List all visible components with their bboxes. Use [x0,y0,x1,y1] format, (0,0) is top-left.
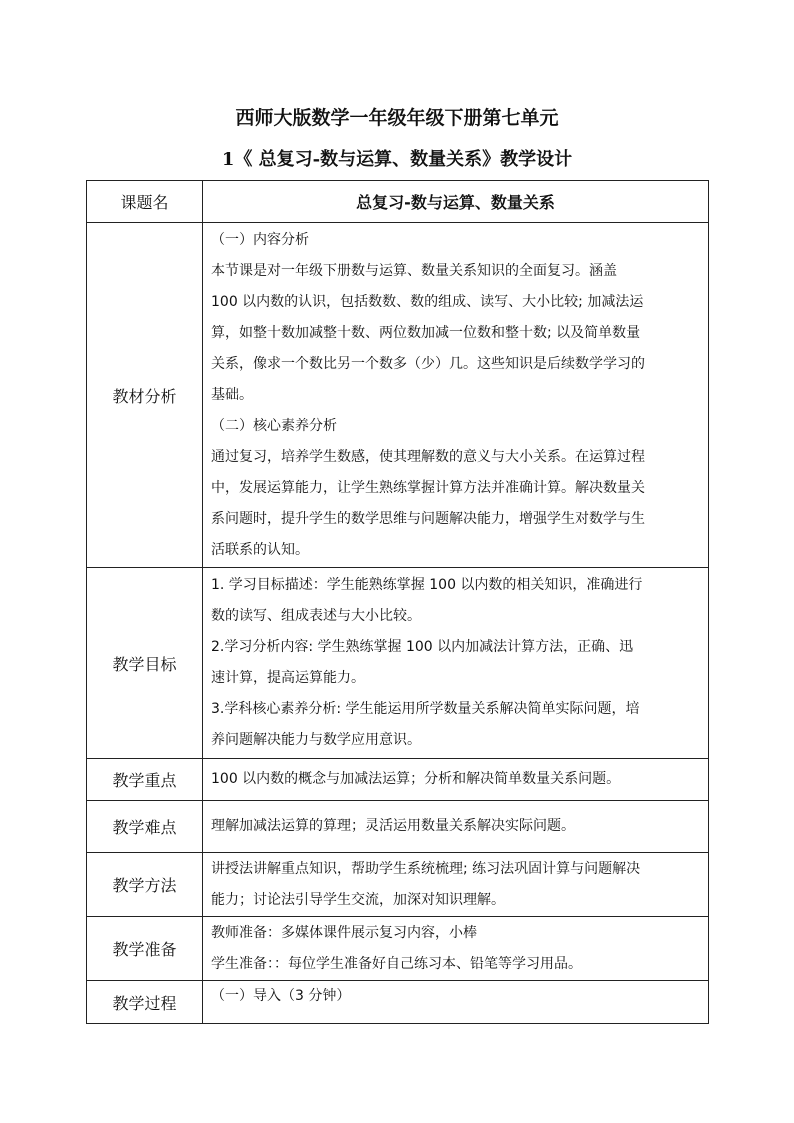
content-heading: （二）核心素养分析 [211,417,337,434]
content-line: 100 以内数的认识，包括数数、数的组成、读写、大小比较; 加减法运 [211,293,644,310]
topic-value: 总复习-数与运算、数量关系 [203,181,709,223]
document-title: 西师大版数学一年级年级下册第七单元 [235,107,559,129]
content-line: 学生准备：：每位学生准备好自己练习本、铅笔等学习用品。 [211,955,582,972]
table-row-preparation [87,917,709,981]
difficulties-content: 理解加减法运算的算理；灵活运用数量关系解决实际问题。 [203,801,709,853]
content-line: 活联系的认知。 [211,541,309,558]
content-line: 1. 学习目标描述：学生能熟练掌握 100 以内数的相关知识，准确进行 [211,577,643,593]
preparation-content [203,917,709,981]
process-label: 教学过程 [87,981,203,1024]
table-row-material-analysis [87,223,709,568]
content-heading: （一）内容分析 [211,231,309,248]
table-row-key-points [87,759,709,801]
content-line: 基础。 [211,386,253,403]
lesson-plan-table [86,180,709,1024]
difficulties-label: 教学难点 [87,801,203,853]
objectives-content [203,568,709,759]
content-line: 算，如整十数加减整十数、两位数加减一位数和整十数; 以及简单数量 [211,324,641,341]
material-analysis-label: 教材分析 [87,223,203,568]
content-line: 中，发展运算能力，让学生熟练掌握计算方法并准确计算。解决数量关 [211,479,645,496]
table-row-objectives [87,568,709,759]
content-line: 速计算，提高运算能力。 [211,670,365,686]
content-line: 讲授法讲解重点知识，帮助学生系统梳理; 练习法巩固计算与问题解决 [211,860,641,877]
content-line: 2.学习分析内容: 学生熟练掌握 100 以内加减法计算方法，正确、迅 [211,639,634,655]
objectives-label: 教学目标 [87,568,203,759]
document-subtitle: 1《 总复习-数与运算、数量关系》教学设计 [221,149,573,170]
methods-content [203,853,709,917]
content-line: 教师准备：多媒体课件展示复习内容，小棒 [211,924,477,941]
content-line: 本节课是对一年级下册数与运算、数量关系知识的全面复习。涵盖 [211,262,617,279]
material-analysis-content [203,223,709,568]
topic-label: 课题名 [87,181,203,223]
preparation-label: 教学准备 [87,917,203,981]
content-line: 系问题时，提升学生的数学思维与问题解决能力，增强学生对数学与生 [211,510,645,527]
content-line: 关系，像求一个数比另一个数多（少）几。这些知识是后续数学学习的 [211,355,645,372]
methods-label: 教学方法 [87,853,203,917]
table-row-difficulties [87,801,709,853]
process-content: （一）导入（3 分钟） [203,981,709,1024]
content-line: 数的读写、组成表述与大小比较。 [211,608,421,624]
key-points-label: 教学重点 [87,759,203,801]
content-line: 养问题解决能力与数学应用意识。 [211,732,421,748]
content-line: 3.学科核心素养分析: 学生能运用所学数量关系解决简单实际问题，培 [211,701,640,717]
key-points-content: 100 以内数的概念与加减法运算；分析和解决简单数量关系问题。 [203,759,709,801]
content-line: 能力；讨论法引导学生交流，加深对知识理解。 [211,891,505,908]
content-line: 通过复习，培养学生数感，使其理解数的意义与大小关系。在运算过程 [211,448,645,465]
table-row-methods [87,853,709,917]
table-row-process [87,981,709,1024]
table-row-topic [87,181,709,223]
